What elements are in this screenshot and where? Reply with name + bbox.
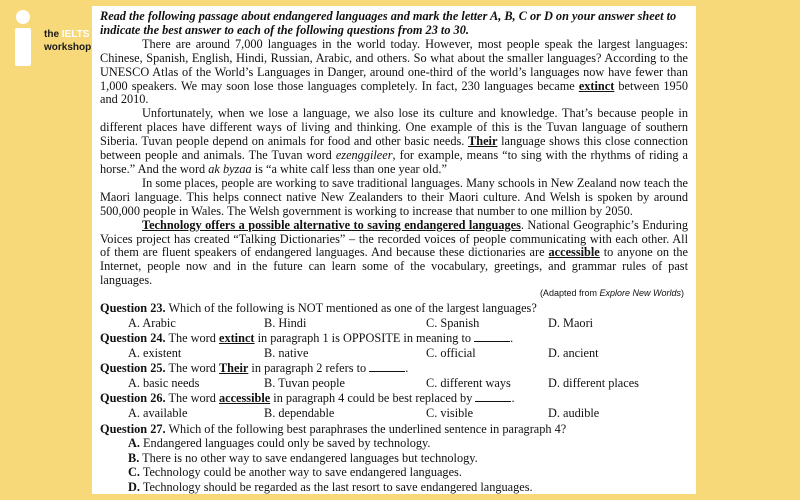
exam-paper (92, 6, 696, 494)
option-a[interactable]: A. Arabic (128, 315, 176, 330)
option-d[interactable]: D. ancient (548, 345, 599, 360)
option-d[interactable]: D. Technology should be regarded as the last resort to save endangered languages. (128, 479, 533, 494)
instructions: Read the following passage about endangered languages and mark the letter A, B, C or D on your answer sheet to indicate the best answer to each of the following questions from 23 to 30. (100, 9, 677, 37)
option-b[interactable]: B. Hindi (264, 315, 307, 330)
option-b[interactable]: B. There is no other way to save endangered languages but technology. (128, 450, 478, 465)
question-27: Question 27. Which of the following best paraphrases the underlined sentence in paragraph 4? (100, 421, 567, 436)
option-c[interactable]: C. Technology could be another way to save endangered languages. (128, 465, 462, 480)
paragraph-3: In some places, people are working to save traditional languages. Many schools in New Zealand now teach the Maori language. This helps connect native New Zealanders to their Maori culture. And Welsh is spoken by around 500,000 people in Wales. The Welsh government is working to increase that number to one million by 2050. (100, 175, 688, 218)
question-23: Question 23. Which of the following is NOT mentioned as one of the largest languages? (100, 301, 537, 316)
logo-i-icon (8, 8, 38, 68)
option-b[interactable]: B. dependable (264, 406, 335, 420)
option-a[interactable]: A. existent (128, 345, 182, 360)
question-25: Question 25. The word Their in paragraph 2 refers to . (100, 361, 409, 376)
question-26: Question 26. The word accessible in paragraph 4 could be best replaced by . (100, 391, 515, 406)
option-d[interactable]: D. Maori (548, 315, 594, 330)
question-25-options (100, 376, 688, 392)
source-citation: (Adapted from Explore New Worlds) (539, 288, 684, 299)
option-c[interactable]: C. different ways (426, 375, 511, 390)
paragraph-1: There are around 7,000 languages in the world today. However, most people speak the largest languages: Chinese, Spanish, English, Hindi, Russian, Arabic, and others. So what about the smaller languages? According to the UNESCO Atlas of the World’s Languages in Danger, around one-third of the world’s languages now have fewer than 1,000 speakers. We may soon lose those languages completely. In fact, 230 languages became extinct between 1950 and 2010. (100, 36, 688, 107)
logo-line-2: workshop (44, 42, 92, 53)
question-24: Question 24. The word extinct in paragraph 1 is OPPOSITE in meaning to . (100, 331, 514, 346)
keyword-extinct: extinct (578, 78, 615, 93)
option-c[interactable]: C. visible (426, 406, 474, 420)
option-c[interactable]: C. Spanish (426, 315, 480, 330)
logo-line-1: the IELTS (44, 29, 90, 40)
option-a[interactable]: A. available (128, 406, 188, 420)
paragraph-2: Unfortunately, when we lose a language, we also lose its culture and knowledge. That’s because people in different places have different ways of living and thinking. One example of this is the Tuvan language of southern Siberia. Tuvan people depend on animals for food and other basic needs. Their language shows this close connection between people and animals. The Tuvan word ezenggileer, for example, means “to sing with the rhythms of riding a horse.” And the word ak byzaa is “a white calf less than one year old.” (100, 106, 688, 176)
option-a[interactable]: A. Endangered languages could only be saved by technology. (128, 436, 431, 451)
question-26-options (100, 406, 688, 422)
question-24-options (100, 346, 688, 362)
option-b[interactable]: B. native (264, 345, 309, 360)
answer-blank (474, 331, 510, 342)
option-a[interactable]: A. basic needs (128, 375, 200, 390)
answer-blank (475, 391, 511, 402)
answer-blank (369, 361, 405, 372)
paragraph-4: Technology offers a possible alternative to saving endangered languages. National Geographic’s Enduring Voices project has created “Talking Dictionaries” – the recorded voices of people communicating with each other. All of them are fluent speakers of endangered languages. And because these dictionaries are accessible to anyone on the Internet, people now and in the future can learn some of the vocabulary, greetings, and grammar rules of past languages. (100, 217, 688, 288)
keyword-accessible: accessible (548, 245, 600, 260)
ielts-workshop-logo (8, 8, 96, 68)
underlined-sentence: Technology offers a possible alternative to saving endangered languages (142, 217, 521, 232)
keyword-their: Their (468, 134, 498, 149)
option-d[interactable]: D. audible (548, 406, 600, 420)
option-d[interactable]: D. different places (548, 375, 639, 390)
question-23-options (100, 316, 688, 332)
option-b[interactable]: B. Tuvan people (264, 375, 345, 390)
option-c[interactable]: C. official (426, 345, 476, 360)
